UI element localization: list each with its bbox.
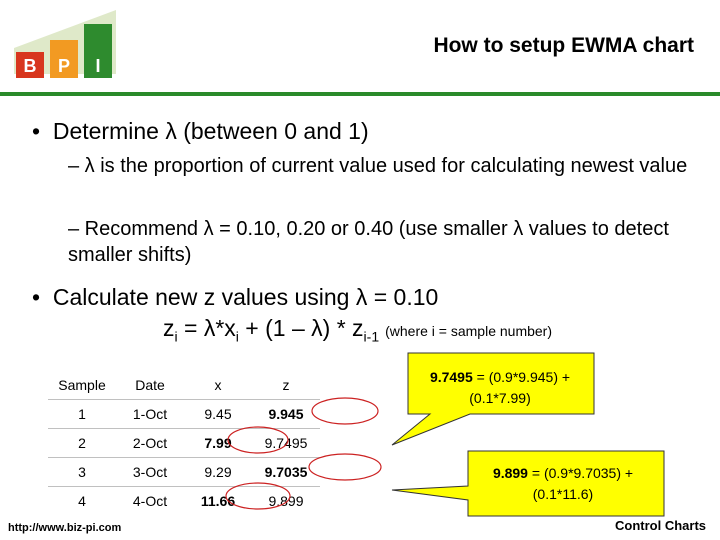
cell-date: 2-Oct	[116, 429, 184, 458]
cell-x: 9.45	[184, 400, 252, 429]
cell-x: 11.66	[184, 487, 252, 516]
cell-sample: 2	[48, 429, 116, 458]
cell-z: 9.945	[252, 400, 320, 429]
cell-z: 9.7035	[252, 458, 320, 487]
highlight-circle	[312, 398, 378, 424]
logo-letter-p: P	[57, 56, 71, 76]
cell-z: 9.899	[252, 487, 320, 516]
callout-text-1	[410, 367, 590, 409]
cell-z: 9.7495	[252, 429, 320, 458]
formula-note: (where i = sample number)	[385, 323, 553, 339]
highlight-circle	[226, 483, 290, 509]
logo-letter-i: I	[95, 56, 101, 76]
callout-2-value: 9.899	[492, 465, 528, 481]
bullet-determine-lambda: • Determine λ (between 0 and 1)	[32, 118, 369, 144]
header-x: x	[214, 377, 222, 393]
callout-text-2	[468, 463, 658, 505]
slide-title: How to setup EWMA chart	[433, 34, 694, 57]
formula-z: z	[163, 315, 175, 341]
header-date: Date	[135, 377, 165, 393]
subbullet-proportion: – λ is the proportion of current value used for calculating newest value	[68, 155, 688, 177]
bullet-text: Determine λ (between 0 and 1)	[52, 118, 369, 144]
header-sample: Sample	[58, 377, 106, 393]
cell-sample: 1	[48, 400, 116, 429]
logo-letter-b: B	[23, 56, 37, 76]
bullet-calculate-z: • Calculate new z values using λ = 0.10	[32, 284, 439, 310]
cell-date: 4-Oct	[116, 487, 184, 516]
callout-1-formula: = (0.9*9.945) + (0.1*7.99)	[469, 369, 571, 406]
bullet-text: Calculate new z values using λ = 0.10	[52, 284, 439, 310]
formula-sub-i: i	[235, 328, 239, 345]
highlight-circle	[309, 454, 381, 480]
formula-eq: = λ*x	[177, 315, 236, 341]
callout-2-formula: = (0.9*9.7035) + (0.1*11.6)	[527, 465, 634, 502]
formula-mid: + (1 – λ) * z	[238, 315, 364, 341]
footer-topic: Control Charts	[615, 518, 706, 533]
cell-x: 7.99	[184, 429, 252, 458]
cell-date: 3-Oct	[116, 458, 184, 487]
callout-1-value: 9.7495	[429, 369, 473, 385]
subbullet-recommend: – Recommend λ = 0.10, 0.20 or 0.40 (use smaller λ values to detect smaller shifts)	[68, 218, 669, 266]
footer-url: http://www.biz-pi.com	[8, 522, 122, 534]
cell-sample: 4	[48, 487, 116, 516]
formula-sub-im1: i-1	[363, 328, 380, 345]
header-z: z	[282, 377, 290, 393]
cell-sample: 3	[48, 458, 116, 487]
cell-x: 9.29	[184, 458, 252, 487]
formula-sub-i: i	[174, 328, 178, 345]
cell-date: 1-Oct	[116, 400, 184, 429]
highlight-circle	[228, 427, 288, 453]
